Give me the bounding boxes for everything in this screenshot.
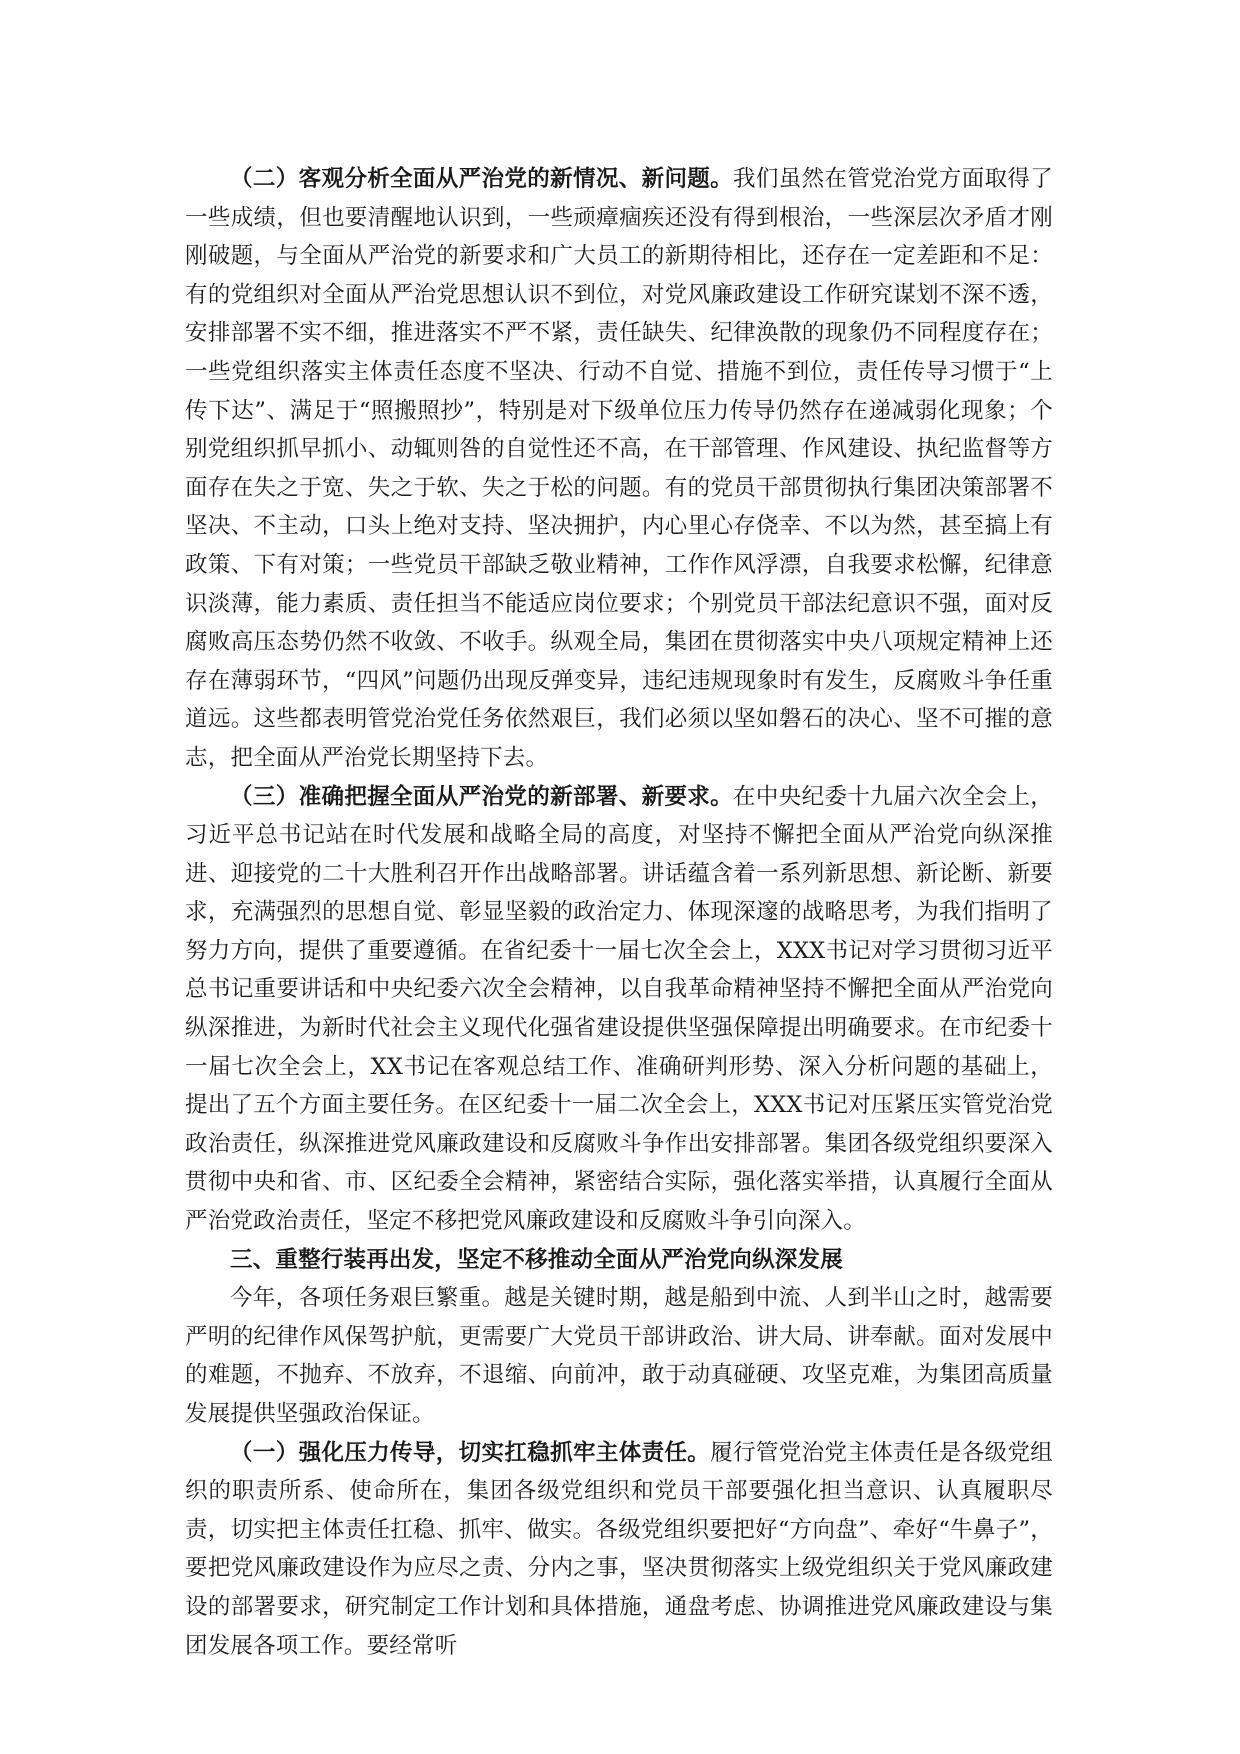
- paragraph-pressure-transmission: [185, 1434, 1053, 1666]
- document-page: [185, 160, 1053, 1665]
- paragraph-lead: （二）客观分析全面从严治党的新情况、新问题。: [230, 166, 734, 192]
- paragraph-body: 在中央纪委十九届六次全会上，习近平总书记站在时代发展和战略全局的高度，对坚持不懈把全面从严治党向纵深推进、迎接党的二十大胜利召开作出战略部署。讲话蕴含着一系列新思想、新论断、新要求，充满强烈的思想自觉、彰显坚毅的政治定力、体现深邃的战略思考，为我们指明了努力方向，提供了重要遵循。在省纪委十一届七次全会上，XXX书记对学习贯彻习近平总书记重要讲话和中央纪委六次全会精神，以自我革命精神坚持不懈把全面从严治党向纵深推进，为新时代社会主义现代化强省建设提供坚强保障提出明确要求。在市纪委十一届七次全会上，XX书记在客观总结工作、准确研判形势、深入分析问题的基础上，提出了五个方面主要任务。在区纪委十一届二次全会上，XXX书记对压紧压实管党治党政治责任，纵深推进党风廉政建设和反腐败斗争作出安排部署。集团各级党组织要深入贯彻中央和省、市、区纪委全会精神，紧密结合实际，强化落实举措，认真履行全面从严治党政治责任，坚定不移把党风廉政建设和反腐败斗争引向深入。: [185, 783, 1053, 1235]
- paragraph-body: 履行管党治党主体责任是各级党组织的职责所系、使命所在，集团各级党组织和党员干部要强化担当意识、认真履职尽责，切实把主体责任扛稳、抓牢、做实。各级党组织要把好“方向盘”、牵好“牛鼻子”，要把党风廉政建设作为应尽之责、分内之事，坚决贯彻落实上级党组织关于党风廉政建设的部署要求，研究制定工作计划和具体措施，通盘考虑、协调推进党风廉政建设与集团发展各项工作。要经常听: [185, 1439, 1053, 1659]
- paragraph-lead: （三）准确把握全面从严治党的新部署、新要求。: [230, 783, 734, 810]
- paragraph-intro: 今年，各项任务艰巨繁重。越是关键时期，越是船到中流、人到半山之时，越需要严明的纪律作风保驾护航，更需要广大党员干部讲政治、讲大局、讲奉献。面对发展中的难题，不抛弃、不放弃，不退缩、向前冲，敢于动真碰硬、攻坚克难，为集团高质量发展提供坚强政治保证。: [185, 1285, 1053, 1427]
- paragraph-lead: （一）强化压力传导，切实扛稳抓牢主体责任。: [230, 1439, 711, 1466]
- section-heading: 三、重整行装再出发，坚定不移推动全面从严治党向纵深发展: [230, 1246, 843, 1273]
- paragraph-accurate-grasp: [185, 778, 1053, 1241]
- paragraph-body: 我们虽然在管党治党方面取得了一些成绩，但也要清醒地认识到，一些顽瘴痼疾还没有得到根治，一些深层次矛盾才刚刚破题，与全面从严治党的新要求和广大员工的新期待相比，还存在一定差距和不足：有的党组织对全面从严治党思想认识不到位，对党风廉政建设工作研究谋划不深不透，安排部署不实不细，推进落实不严不紧，责任缺失、纪律涣散的现象仍不同程度存在；一些党组织落实主体责任态度不坚决、行动不自觉、措施不到位，责任传导习惯于“上传下达”、满足于“照搬照抄”，特别是对下级单位压力传导仍然存在递减弱化现象；个别党组织抓早抓小、动辄则咎的自觉性还不高，在干部管理、作风建设、执纪监督等方面存在失之于宽、失之于软、失之于松的问题。有的党员干部贯彻执行集团决策部署不坚决、不主动，口头上绝对支持、坚决拥护，内心里心存侥幸、不以为然，甚至搞上有政策、下有对策；一些党员干部缺乏敬业精神，工作作风浮漂，自我要求松懈，纪律意识淡薄，能力素质、责任担当不能适应岗位要求；个别党员干部法纪意识不强，面对反腐败高压态势仍然不收敛、不收手。纵观全局，集团在贯彻落实中央八项规定精神上还存在薄弱环节，“四风”问题仍出现反弹变异，违纪违规现象时有发生，反腐败斗争任重道远。这些都表明管党治党任务依然艰巨，我们必须以坚如磐石的决心、坚不可摧的意志，把全面从严治党长期坚持下去。: [185, 166, 1053, 771]
- paragraph-objective-analysis: [185, 160, 1053, 778]
